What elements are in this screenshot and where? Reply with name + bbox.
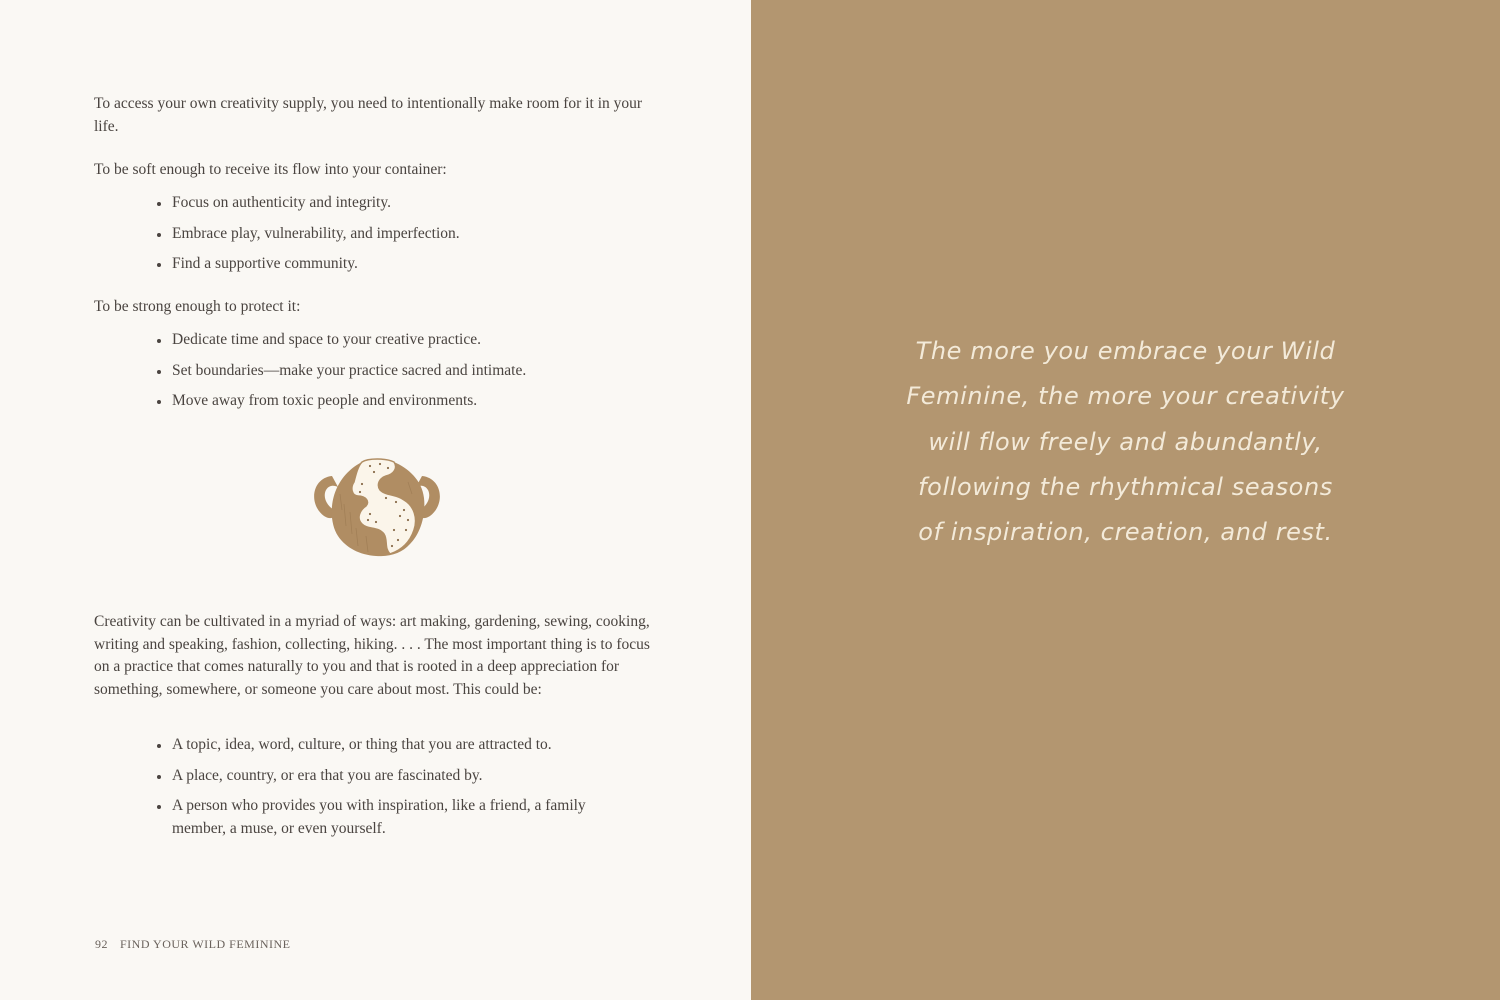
page-number: 92: [95, 937, 108, 951]
list-item: Find a supportive community.: [155, 253, 615, 276]
quote-line: will flow freely and abundantly,: [928, 427, 1323, 456]
list-item: Focus on authenticity and integrity.: [155, 192, 615, 215]
running-title: FIND YOUR WILD FEMININE: [120, 937, 291, 951]
list-item: A topic, idea, word, culture, or thing that you are attracted to.: [155, 734, 615, 757]
ceramic-pot-icon: [310, 454, 446, 560]
creativity-paragraph: Creativity can be cultivated in a myriad of ways: art making, gardening, sewing, cooking, writing and speaking, fashion, collecting, hiking. . . . The most important thing is to focus on a practice that comes naturally to you and that is rooted in a deep appreciation for something, somewhere, or someone you care about most. This could be:: [94, 613, 650, 698]
list-item: A place, country, or era that you are fascinated by.: [155, 765, 615, 788]
quote-line: The more you embrace your Wild: [915, 337, 1336, 365]
soft-heading: To be soft enough to receive its flow into your container:: [94, 161, 447, 178]
strong-list: [155, 329, 615, 421]
right-page: [751, 0, 1500, 1000]
list-item: Move away from toxic people and environments.: [155, 390, 615, 413]
list-item: Dedicate time and space to your creative practice.: [155, 329, 615, 352]
quote-line: following the rhythmical seasons: [918, 472, 1333, 501]
list-item: Set boundaries—make your practice sacred and intimate.: [155, 360, 615, 383]
list-item: A person who provides you with inspiration, like a friend, a family member, a muse, or even yourself.: [155, 795, 592, 840]
page-footer: [95, 937, 291, 952]
list-item: Embrace play, vulnerability, and imperfection.: [155, 223, 615, 246]
soft-list: [155, 192, 615, 284]
quote-line: Feminine, the more your creativity: [906, 382, 1345, 411]
could-be-list: [155, 734, 615, 848]
pull-quote: [751, 329, 1500, 555]
quote-line: of inspiration, creation, and rest.: [918, 518, 1333, 547]
strong-heading: To be strong enough to protect it:: [94, 298, 301, 315]
intro-paragraph: To access your own creativity supply, you need to intentionally make room for it in your life.: [94, 95, 643, 135]
